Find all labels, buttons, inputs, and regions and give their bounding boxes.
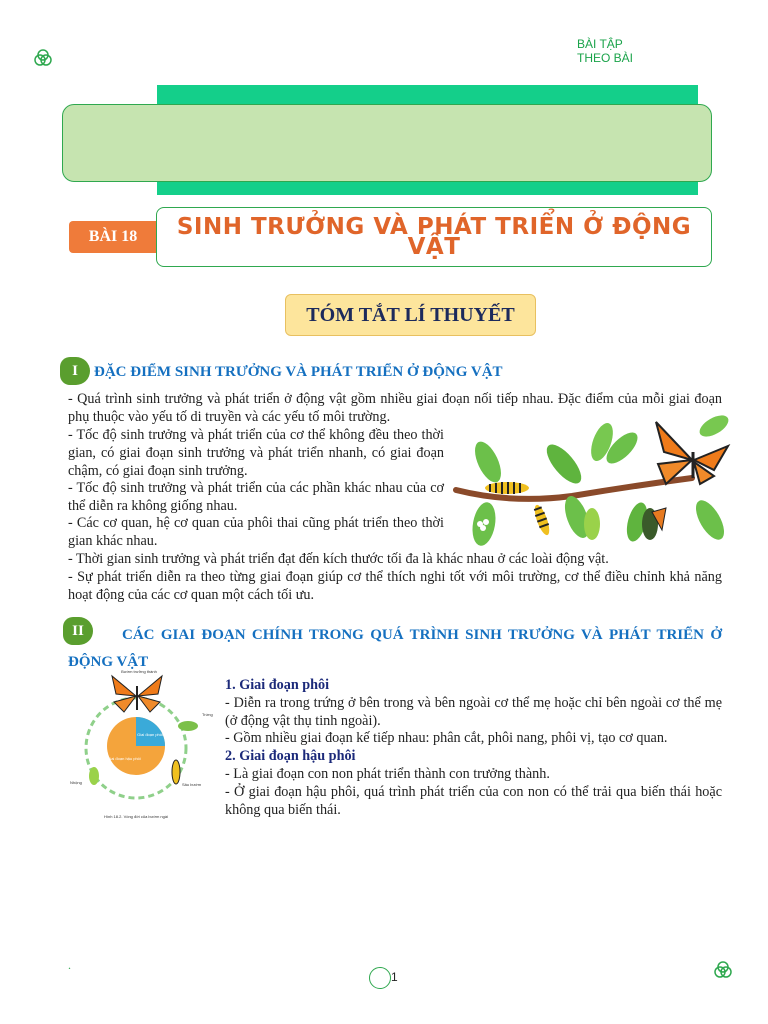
lesson-title: SINH TRƯỞNG VÀ PHÁT TRIỂN Ở ĐỘNG VẬT <box>176 214 692 260</box>
diagram-label-egg: Trứng <box>202 712 213 717</box>
butterfly-lifecycle-illustration <box>452 412 732 552</box>
lifecycle-diagram <box>64 668 214 823</box>
lesson-title-box <box>156 207 712 267</box>
summary-label: TÓM TẮT LÍ THUYẾT <box>285 294 536 336</box>
section-1-para-5: - Thời gian sinh trưởng và phát triển đạt đến kích thước tối đa là khác nhau ở các loài động vật. <box>68 551 609 567</box>
brand-logo-icon <box>713 960 733 980</box>
diagram-label-pupa: Nhộng <box>70 780 82 785</box>
footer-dot: . <box>68 958 71 972</box>
diagram-label-adult: Bướm trưởng thành <box>121 669 157 674</box>
diagram-label-embryo: Giai đoạn phôi <box>137 732 163 737</box>
stage-2-para-2: - Ở giai đoạn hậu phôi, quá trình phát triển của con non có thể trải qua biến thái hoặc không qua biến thái. <box>225 783 722 818</box>
section-1-para-1: - Quá trình sinh trưởng và phát triển ở động vật gồm nhiều giai đoạn nối tiếp nhau. Đặc điểm của mỗi giai đoạn phụ thuộc vào yếu tố di truyền và các yếu tố môi trường. <box>68 391 722 425</box>
diagram-caption: Hình 18.2. Vòng đời của bướm ngài <box>104 814 168 819</box>
page-number: 1 <box>391 970 398 984</box>
section-1-para-4: - Các cơ quan, hệ cơ quan của phôi thai cũng phát triển theo thời gian khác nhau. <box>68 515 444 549</box>
stage-1-para-1: - Diễn ra trong trứng ở bên trong và bên ngoài cơ thể mẹ hoặc chỉ bên ngoài cơ thể mẹ (ở động vật thụ tinh ngoài). <box>225 694 722 729</box>
section-1-para-3: - Tốc độ sinh trưởng và phát triển của các phần khác nhau của cơ thể diễn ra không giống nhau. <box>68 480 444 514</box>
section-2-number: II <box>63 617 93 645</box>
diagram-label-larva: Sâu bướm <box>182 782 202 787</box>
section-1-title: ĐẶC ĐIỂM SINH TRƯỞNG VÀ PHÁT TRIỂN Ở ĐỘNG VẬT <box>94 364 503 380</box>
section-1-para-6: - Sự phát triển diễn ra theo từng giai đoạn giúp cơ thể thích nghi tốt với môi trường, cơ thể điều chỉnh khả năng hoạt động của các cơ quan một cách tối ưu. <box>68 569 722 603</box>
section-1-number: I <box>60 357 90 385</box>
stage-2-para-1: - Là giai đoạn con non phát triển thành con trưởng thành. <box>225 765 550 782</box>
diagram-label-post: Giai đoạn hậu phôi <box>107 756 141 761</box>
header-tag: BÀI TẬP THEO BÀI <box>577 37 634 65</box>
brand-logo-icon <box>33 49 53 69</box>
page-number-circle <box>369 967 391 989</box>
lesson-badge: BÀI 18 <box>69 221 157 253</box>
section-1-para-2: - Tốc độ sinh trưởng và phát triển của cơ thể không đều theo thời gian, có giai đoạn sinh trưởng và phát triển nhanh, có giai đoạn chậm, có giai đoạn sinh trưởng. <box>68 427 444 479</box>
stage-2-title: 2. Giai đoạn hậu phôi <box>225 748 356 765</box>
section-2-title: CÁC GIAI ĐOẠN CHÍNH TRONG QUÁ TRÌNH SINH TRƯỞNG VÀ PHÁT TRIỂN Ở ĐỘNG VẬT <box>68 627 722 670</box>
section-2-text <box>225 677 722 819</box>
banner-box <box>62 104 712 182</box>
stage-1-title: 1. Giai đoạn phôi <box>225 677 330 693</box>
stage-1-para-2: - Gồm nhiều giai đoạn kế tiếp nhau: phân cắt, phôi nang, phôi vị, tạo cơ quan. <box>225 730 668 747</box>
